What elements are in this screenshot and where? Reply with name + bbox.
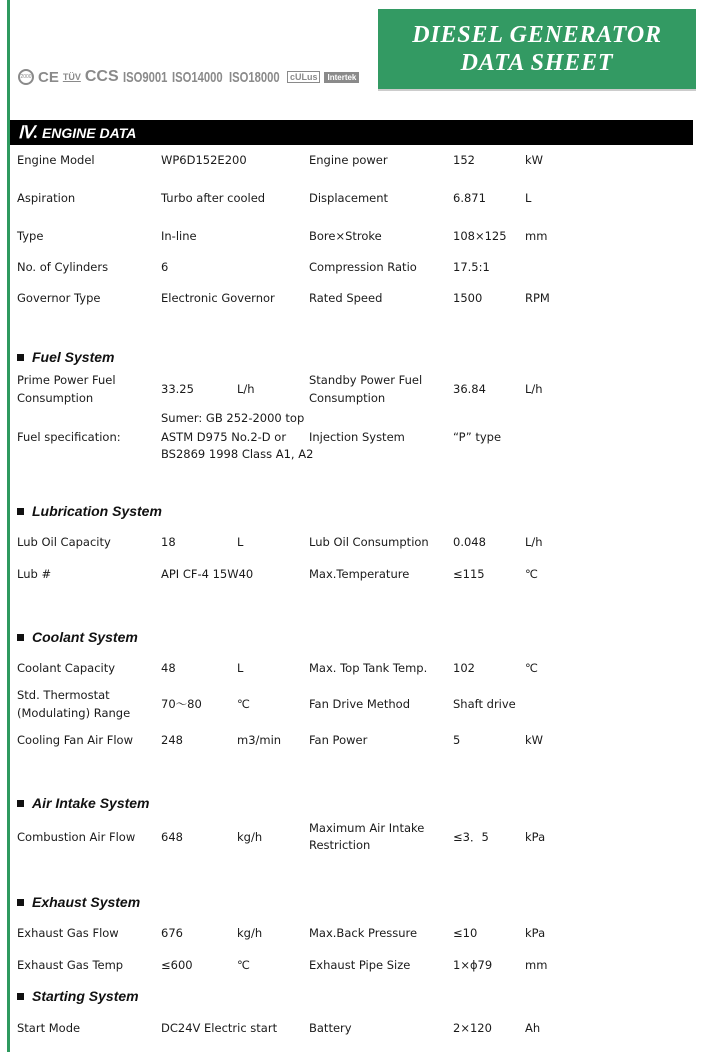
- standby-fuel-value: 36.84: [453, 382, 486, 396]
- injection-value: “P” type: [453, 430, 502, 444]
- coolant-capacity-label: Coolant Capacity: [17, 661, 116, 675]
- governor-value: Electronic Governor: [161, 291, 275, 305]
- back-pressure-unit: kPa: [525, 926, 546, 940]
- bullet-square-icon: [17, 899, 24, 906]
- fan-airflow-unit: m3/min: [237, 733, 282, 747]
- bullet-square-icon: [17, 508, 24, 515]
- ce-mark: CE: [38, 68, 59, 86]
- battery-label: Battery: [309, 1021, 352, 1035]
- fan-drive-label: Fan Drive Method: [309, 697, 410, 711]
- fan-airflow-value: 248: [161, 733, 183, 747]
- thermostat-label-2: (Modulating) Range: [17, 706, 131, 720]
- engine-model-label: Engine Model: [17, 153, 95, 167]
- top-tank-unit: ℃: [525, 661, 538, 675]
- lubrication-system-heading: Lubrication System: [17, 503, 162, 519]
- bullet-square-icon: [17, 634, 24, 641]
- lub-capacity-unit: L: [237, 535, 244, 549]
- iso18000-mark: ISO18000: [229, 68, 281, 86]
- iso9001-mark: ISO9001: [122, 68, 168, 86]
- rated-speed-unit: RPM: [525, 291, 550, 305]
- displacement-value: 6.871: [453, 191, 486, 205]
- lub-maxtemp-value: ≤115: [453, 567, 485, 581]
- title-line-1: DIESEL GENERATOR: [412, 22, 662, 48]
- coolant-system-heading: Coolant System: [17, 629, 138, 645]
- battery-unit: Ah: [525, 1021, 541, 1035]
- air-flow-unit: kg/h: [237, 830, 263, 844]
- standby-fuel-label-1: Standby Power Fuel: [309, 373, 423, 387]
- title-line-2: DATA SHEET: [460, 50, 614, 76]
- thermostat-label-1: Std. Thermostat: [17, 688, 110, 702]
- type-value: In-line: [161, 229, 197, 243]
- prime-fuel-label-2: Consumption: [17, 391, 94, 405]
- left-accent-bar: [7, 0, 10, 1052]
- lub-consumption-unit: L/h: [525, 535, 543, 549]
- lub-capacity-value: 18: [161, 535, 176, 549]
- displacement-label: Displacement: [309, 191, 389, 205]
- exhaust-flow-value: 676: [161, 926, 183, 940]
- engine-power-label: Engine power: [309, 153, 388, 167]
- rated-speed-value: 1500: [453, 291, 483, 305]
- fan-power-value: 5: [453, 733, 461, 747]
- fuel-system-heading: Fuel System: [17, 349, 114, 365]
- start-mode-label: Start Mode: [17, 1021, 81, 1035]
- section-number: Ⅳ.: [18, 123, 38, 142]
- iso2000-badge-icon: 2000: [18, 69, 34, 85]
- fuel-spec-line-3: BS2869 1998 Class A1, A2: [161, 447, 314, 461]
- start-mode-value: DC24V Electric start: [161, 1021, 278, 1035]
- fuel-spec-line-1: Sumer: GB 252-2000 top: [161, 411, 305, 425]
- rated-speed-label: Rated Speed: [309, 291, 383, 305]
- exhaust-temp-label: Exhaust Gas Temp: [17, 958, 124, 972]
- fan-airflow-label: Cooling Fan Air Flow: [17, 733, 133, 747]
- ccs-mark: CCS: [84, 68, 119, 85]
- air-restriction-label-2: Restriction: [309, 838, 371, 852]
- prime-fuel-unit: L/h: [237, 382, 255, 396]
- prime-fuel-label-1: Prime Power Fuel: [17, 373, 116, 387]
- intertek-mark: Intertek: [324, 72, 359, 83]
- certification-logos: [18, 62, 359, 92]
- fan-drive-value: Shaft drive: [453, 697, 516, 711]
- lub-maxtemp-label: Max.Temperature: [309, 567, 410, 581]
- exhaust-pipe-unit: mm: [525, 958, 548, 972]
- back-pressure-label: Max.Back Pressure: [309, 926, 418, 940]
- lub-consumption-value: 0.048: [453, 535, 486, 549]
- header-divider: [378, 89, 696, 91]
- air-restriction-unit: kPa: [525, 830, 546, 844]
- cylinders-label: No. of Cylinders: [17, 260, 109, 274]
- battery-value: 2×120: [453, 1021, 492, 1035]
- document-title-banner: [378, 9, 696, 89]
- lub-maxtemp-unit: ℃: [525, 567, 538, 581]
- exhaust-temp-value: ≤600: [161, 958, 193, 972]
- aspiration-label: Aspiration: [17, 191, 76, 205]
- type-label: Type: [17, 229, 44, 243]
- cylinders-value: 6: [161, 260, 169, 274]
- exhaust-pipe-value: 1×ϕ79: [453, 958, 493, 972]
- thermostat-unit: ℃: [237, 697, 250, 711]
- compression-label: Compression Ratio: [309, 260, 417, 274]
- compression-value: 17.5:1: [453, 260, 490, 274]
- tuv-mark: TÜV: [62, 72, 81, 82]
- injection-label: Injection System: [309, 430, 405, 444]
- fan-power-label: Fan Power: [309, 733, 368, 747]
- thermostat-value: 70～80: [161, 697, 202, 711]
- exhaust-flow-unit: kg/h: [237, 926, 263, 940]
- engine-power-value: 152: [453, 153, 475, 167]
- displacement-unit: L: [525, 191, 532, 205]
- exhaust-flow-label: Exhaust Gas Flow: [17, 926, 119, 940]
- top-tank-label: Max. Top Tank Temp.: [309, 661, 428, 675]
- lub-grade-label: Lub #: [17, 567, 52, 581]
- air-flow-label: Combustion Air Flow: [17, 830, 136, 844]
- coolant-capacity-value: 48: [161, 661, 176, 675]
- air-flow-value: 648: [161, 830, 183, 844]
- air-intake-heading: Air Intake System: [17, 795, 150, 811]
- engine-power-unit: kW: [525, 153, 544, 167]
- fuel-spec-label: Fuel specification:: [17, 430, 121, 444]
- aspiration-value: Turbo after cooled: [161, 191, 266, 205]
- lub-consumption-label: Lub Oil Consumption: [309, 535, 429, 549]
- exhaust-pipe-label: Exhaust Pipe Size: [309, 958, 411, 972]
- starting-system-heading: Starting System: [17, 988, 139, 1004]
- lub-grade-value: API CF-4 15W40: [161, 567, 254, 581]
- bullet-square-icon: [17, 800, 24, 807]
- iso14000-mark: ISO14000: [171, 68, 223, 86]
- lub-capacity-label: Lub Oil Capacity: [17, 535, 111, 549]
- prime-fuel-value: 33.25: [161, 382, 194, 396]
- section-header-engine-data: [10, 120, 693, 145]
- exhaust-system-heading: Exhaust System: [17, 894, 140, 910]
- standby-fuel-label-2: Consumption: [309, 391, 386, 405]
- top-tank-value: 102: [453, 661, 475, 675]
- air-restriction-value: ≤3．5: [453, 830, 489, 844]
- bore-stroke-label: Bore×Stroke: [309, 229, 382, 243]
- air-restriction-label-1: Maximum Air Intake: [309, 821, 425, 835]
- engine-model-value: WP6D152E200: [161, 153, 247, 167]
- ul-mark: cULus: [287, 71, 321, 83]
- fan-power-unit: kW: [525, 733, 544, 747]
- bore-stroke-value: 108×125: [453, 229, 507, 243]
- standby-fuel-unit: L/h: [525, 382, 543, 396]
- bullet-square-icon: [17, 993, 24, 1000]
- fuel-spec-line-2: ASTM D975 No.2-D or: [161, 430, 287, 444]
- section-title: ENGINE DATA: [41, 125, 137, 141]
- bullet-square-icon: [17, 354, 24, 361]
- coolant-capacity-unit: L: [237, 661, 244, 675]
- back-pressure-value: ≤10: [453, 926, 478, 940]
- bore-stroke-unit: mm: [525, 229, 548, 243]
- governor-label: Governor Type: [17, 291, 101, 305]
- exhaust-temp-unit: ℃: [237, 958, 250, 972]
